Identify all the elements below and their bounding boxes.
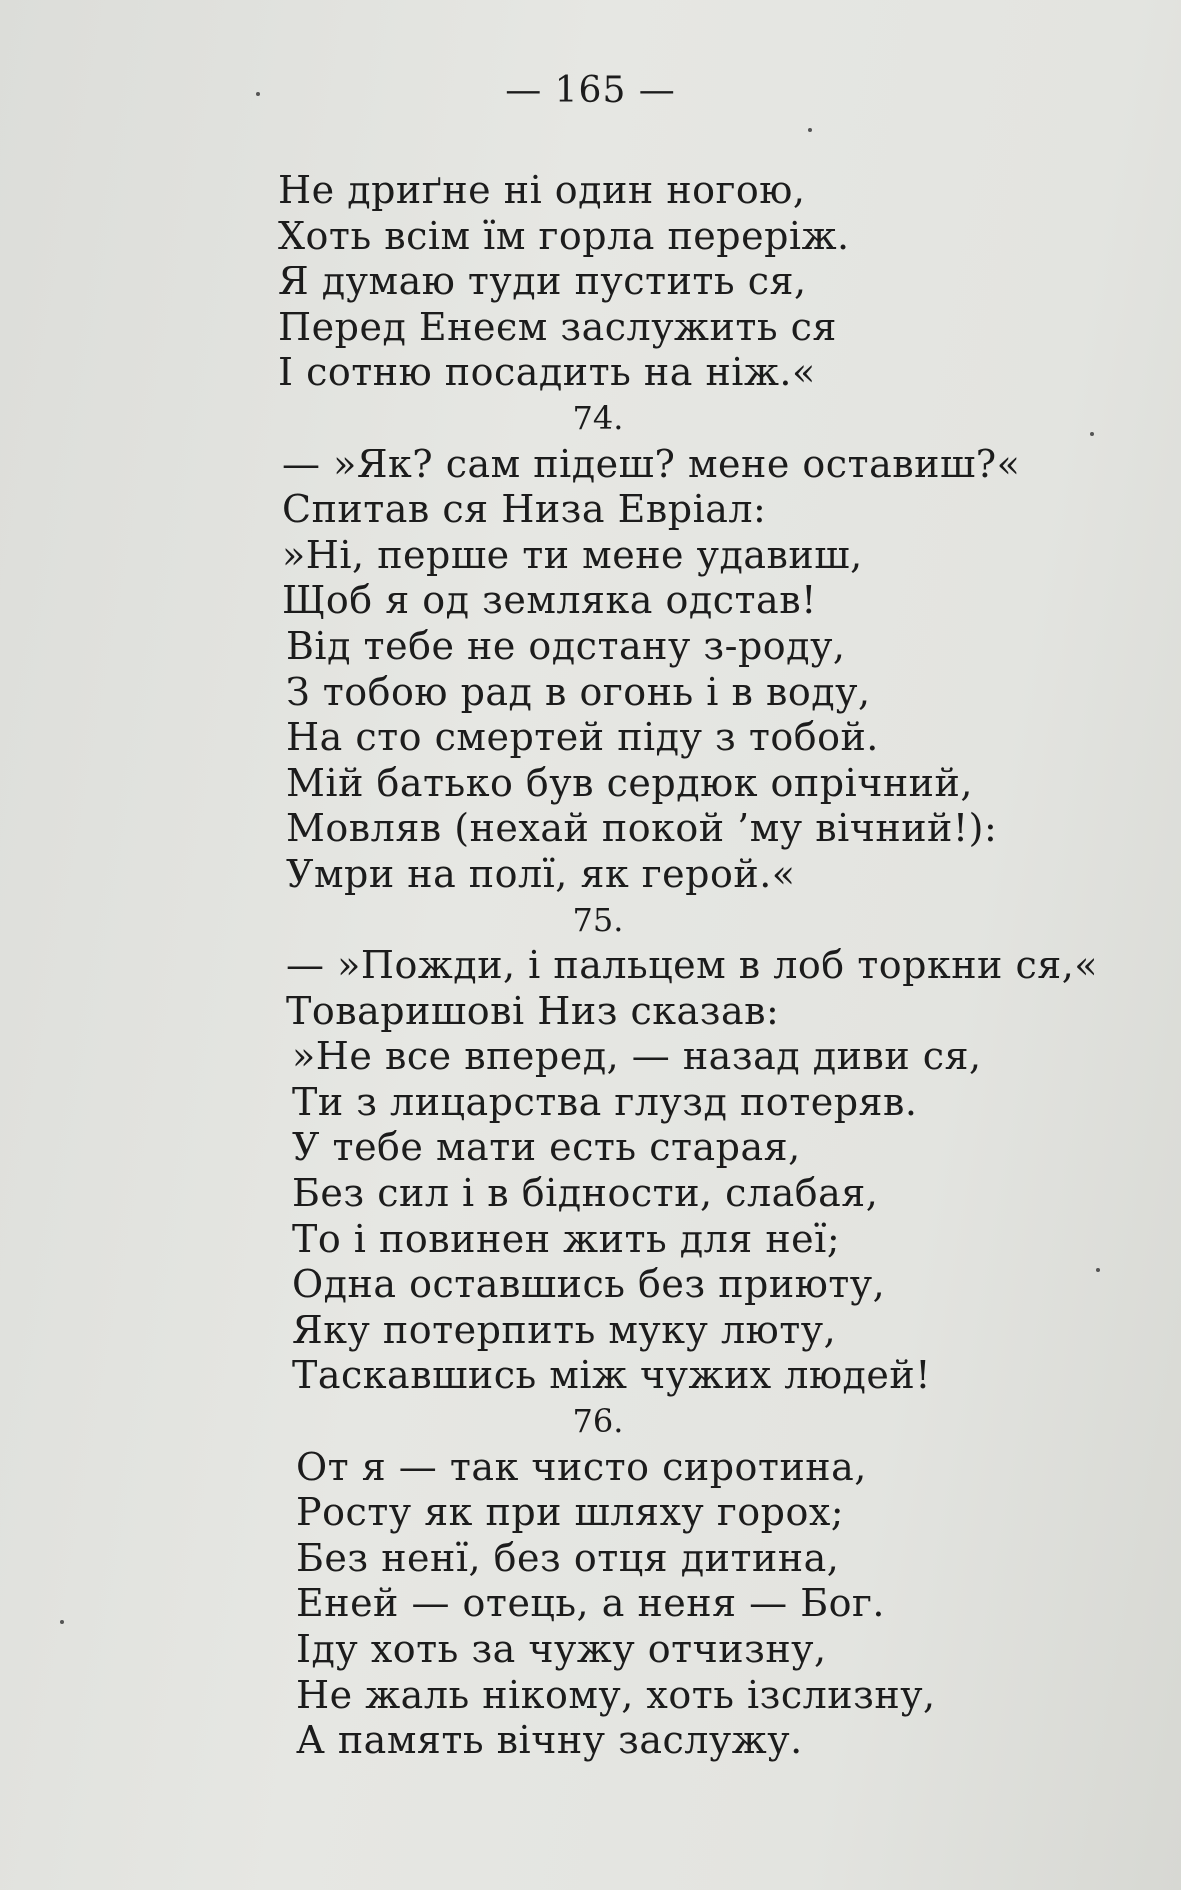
poem-line: Еней — отець, а неня — Бог.	[296, 1581, 886, 1626]
poem-line: Мовляв (нехай покой ’му вічний!):	[286, 806, 998, 851]
poem-line: »Не все вперед, — назад диви ся,	[292, 1034, 982, 1079]
poem-line: А память вічну заслужу.	[296, 1718, 803, 1763]
stanza-number: 75.	[572, 900, 624, 939]
poem-line: Яку потерпить муку люту,	[292, 1307, 837, 1352]
poem-line: Мій батько був сердюк опрічний,	[286, 760, 973, 805]
paper-speck	[1096, 1268, 1100, 1272]
paper-speck	[256, 92, 260, 96]
poem-line: Без сил і в бідности, слабая,	[292, 1171, 879, 1216]
poem-line: Перед Енеєм заслужить ся	[278, 304, 837, 349]
poem-line: Одна оставшись без приюту,	[292, 1262, 886, 1307]
poem-line: — »Як? сам підеш? мене оставиш?«	[282, 441, 1021, 486]
poem-text	[278, 168, 1138, 1764]
poem-line: Щоб я од земляка одстав!	[282, 578, 817, 623]
poem-line: Я думаю туди пустить ся,	[278, 259, 807, 304]
page-number: — 165 —	[505, 70, 676, 111]
poem-line: От я — так чисто сиротина,	[296, 1444, 867, 1489]
poem-line: Росту як при шляху горох;	[296, 1490, 845, 1535]
poem-line: Хоть всім їм горла переріж.	[278, 213, 850, 258]
poem-line: Не жаль нікому, хоть ізслизну,	[296, 1672, 936, 1717]
stanza-number: 76.	[572, 1402, 624, 1441]
poem-line: Іду хоть за чужу отчизну,	[296, 1627, 827, 1671]
poem-line: На сто смертей піду з тобой.	[286, 715, 879, 760]
poem-line: У тебе мати есть старая,	[292, 1125, 801, 1170]
paper-speck	[1090, 432, 1094, 436]
poem-line: Без ненї, без отця дитина,	[296, 1535, 840, 1580]
poem-line: І сотню посадить на ніж.«	[278, 350, 816, 395]
poem-line: Умри на полї, як герой.«	[286, 851, 796, 896]
poem-line: Ти з лицарства глузд потеряв.	[292, 1079, 918, 1124]
paper-speck	[60, 1620, 64, 1624]
poem-line: »Ні, перше ти мене удавиш,	[282, 532, 863, 577]
poem-line: Товаришові Низ сказав:	[286, 988, 780, 1033]
poem-line: З тобою рад в огонь і в воду,	[286, 669, 871, 714]
paper-speck	[808, 128, 812, 132]
poem-line: То і повинен жить для неї;	[292, 1216, 841, 1261]
poem-line: — »Пожди, і пальцем в лоб торкни ся,«	[286, 943, 1099, 988]
poem-line: Таскавшись між чужих людей!	[292, 1353, 932, 1398]
poem-line: Від тебе не одстану з-роду,	[286, 623, 846, 668]
stanza-number: 74.	[572, 398, 624, 437]
poem-line: Спитав ся Низа Евріал:	[282, 487, 767, 532]
poem-line: Не дриґне ні один ногою,	[278, 168, 806, 212]
